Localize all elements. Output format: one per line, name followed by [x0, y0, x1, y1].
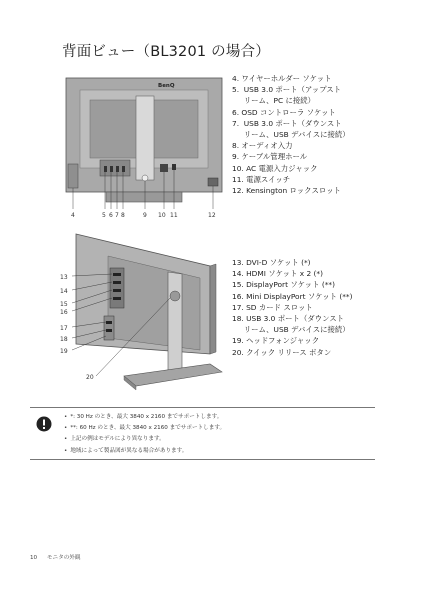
list-item: 13. DVI-D ソケット (*): [232, 258, 311, 267]
callout-15: 15: [60, 301, 68, 308]
list-item: 17. SD カード スロット: [232, 302, 313, 312]
callout-4: 4: [71, 212, 75, 219]
callout-6: 6: [109, 212, 113, 219]
quick-release-button: [170, 291, 180, 301]
callout-16: 16: [60, 309, 68, 316]
notes-list: [64, 412, 225, 457]
wire-holder: [68, 164, 78, 188]
callout-20: 20: [86, 374, 94, 381]
list-item: 8. オーディオ入力: [232, 141, 293, 151]
callout-14: 14: [60, 288, 68, 295]
note-item: • 上記の例はモデルにより異なります。: [64, 434, 225, 445]
callout-11: 11: [170, 212, 178, 219]
list-item: 9. ケーブル管理ホール: [232, 152, 308, 162]
callout-9: 9: [143, 212, 147, 219]
cable-management-hole: [142, 175, 148, 181]
callout-12: 12: [208, 212, 216, 219]
brand-logo: BenQ: [158, 83, 175, 89]
note-icon: [36, 416, 52, 432]
list-item: 12. Kensington ロックスロット: [232, 186, 341, 196]
note-item: • 地域によって製品図が異なる場合があります。: [64, 446, 225, 457]
parts-list-rear: [232, 73, 350, 196]
list-item: 14. HDMI ソケット x 2 (*): [232, 269, 323, 279]
list-item: 4. ワイヤーホルダー ソケット: [232, 74, 332, 83]
note-item: • **: 60 Hz のとき、最大 3840 x 2160 までサポートします。: [64, 423, 225, 434]
page-footer: [30, 553, 88, 561]
list-item: 11. 電源スイッチ: [232, 174, 291, 184]
callout-19: 19: [60, 348, 68, 355]
stand-base: [106, 192, 182, 202]
callout-7: 7: [115, 212, 119, 219]
list-item: 5. USB 3.0 ポート（アップスト リーム、PC に接続）: [232, 85, 342, 106]
page-number: 10: [30, 555, 38, 561]
note-item: • *: 30 Hz のとき、最大 3840 x 2160 までサポートします。: [64, 412, 225, 423]
parts-list-side: [232, 257, 353, 358]
list-item: 6. OSD コントローラ ソケット: [232, 107, 336, 117]
notes-box: [30, 407, 375, 460]
section-name: モニタの外観: [46, 555, 81, 561]
list-item: 7. USB 3.0 ポート（ダウンスト リーム、USB デバイスに接続）: [232, 118, 350, 140]
callout-8: 8: [121, 212, 125, 219]
list-item: 19. ヘッドフォンジャック: [232, 336, 320, 346]
page-title: 背面ビュー（BL3201 の場合）: [62, 44, 270, 60]
callout-5: 5: [102, 212, 106, 219]
monitor-side: [76, 234, 216, 354]
callout-10: 10: [158, 212, 166, 219]
list-item: 18. USB 3.0 ポート（ダウンスト リーム、USB デバイスに接続）: [232, 314, 350, 335]
callout-17: 17: [60, 325, 68, 332]
callout-13: 13: [60, 274, 68, 281]
list-item: 10. AC 電源入力ジャック: [232, 163, 318, 173]
kensington-slot: [208, 178, 218, 186]
list-item: 16. Mini DisplayPort ソケット (**): [232, 291, 353, 301]
side-view-diagram: [60, 226, 228, 404]
callout-18: 18: [60, 336, 68, 343]
list-item: 20. クイック リリース ボタン: [232, 347, 332, 357]
stand-neck: [136, 96, 154, 181]
list-item: 15. DisplayPort ソケット (**): [232, 280, 335, 290]
rear-view-diagram: [60, 66, 228, 228]
